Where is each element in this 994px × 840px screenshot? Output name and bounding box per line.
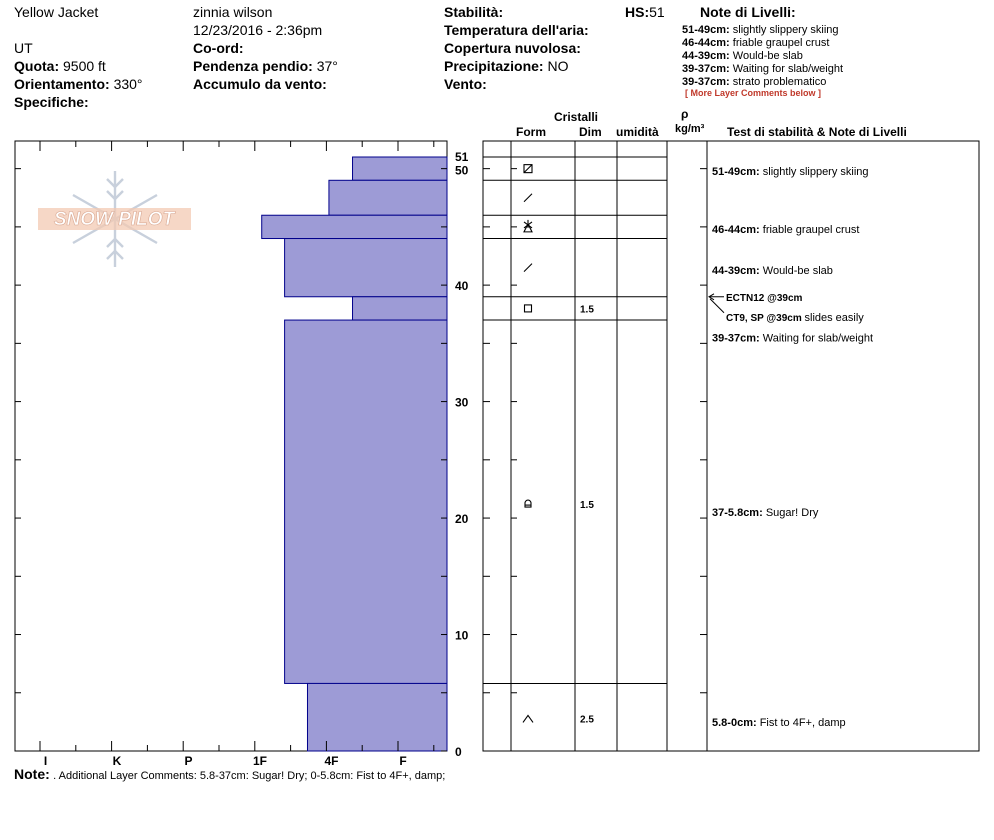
aspect-label: Orientamento: xyxy=(14,76,110,92)
layer-comment xyxy=(712,333,873,345)
layer-comment xyxy=(712,265,833,277)
layer-comment xyxy=(712,507,819,519)
cloud-label: Copertura nuvolosa: xyxy=(444,40,581,56)
stability-test-label xyxy=(726,312,864,324)
hardness-tick-label: I xyxy=(43,754,48,768)
layer-comment xyxy=(712,224,859,236)
layer-note-text: Would-be slab xyxy=(732,50,803,62)
note-text: . Additional Layer Comments: 5.8-37cm: Sugar! Dry; 0-5.8cm: Fist to 4F+, damp; xyxy=(53,770,446,782)
wind-label: Vento: xyxy=(444,76,487,92)
observer: zinnia wilson xyxy=(193,4,273,20)
location: Yellow Jacket xyxy=(14,4,99,20)
graupel-icon xyxy=(524,220,532,232)
facets-icon xyxy=(525,305,532,312)
note-label: Note: xyxy=(14,766,50,782)
snowpilot-watermark xyxy=(38,171,191,267)
wind-loading-label: Accumulo da vento: xyxy=(193,76,327,92)
dim-header: Dim xyxy=(579,125,602,139)
layer-comment-range: 44-39cm: xyxy=(712,264,763,277)
crystal-dim: 2.5 xyxy=(580,714,594,726)
hardness-tick-label: F xyxy=(399,754,407,768)
height-tick-label: 51 xyxy=(455,150,469,164)
test-pointer xyxy=(710,299,724,313)
slope-label: Pendenza pendio: xyxy=(193,58,313,74)
stability-notes-header: Test di stabilità & Note di Livelli xyxy=(727,125,907,139)
crystal-dim: 1.5 xyxy=(580,500,594,512)
hardness-tick-label: K xyxy=(112,754,122,768)
layer-comment-text: Would-be slab xyxy=(762,264,833,277)
density-unit-header: kg/m³ xyxy=(675,123,705,135)
crystal-dim: 1.5 xyxy=(580,304,594,316)
height-tick-label: 50 xyxy=(455,163,469,178)
air-temp-label: Temperatura dell'aria: xyxy=(444,22,589,38)
precip-value: NO xyxy=(547,58,569,74)
stability-test-label: ECTN12 @39cm xyxy=(726,292,803,304)
layer-comment-range: 5.8-0cm: xyxy=(712,716,760,729)
layer-comment-text: slightly slippery skiing xyxy=(762,165,869,178)
hs-value: 51 xyxy=(649,4,665,20)
stability-label: Stabilità: xyxy=(444,4,504,20)
layer-comment-text: Sugar! Dry xyxy=(765,507,819,520)
coord-label: Co-ord: xyxy=(193,40,244,56)
elevation-value: 9500 ft xyxy=(63,58,106,74)
layer-notes-title: Note di Livelli: xyxy=(700,4,796,20)
state: UT xyxy=(14,40,33,56)
height-tick-label: 0 xyxy=(455,745,462,759)
hs-label: HS: xyxy=(625,4,650,20)
layer-comment-range: 46-44cm: xyxy=(712,224,763,237)
hardness-bar xyxy=(307,683,447,751)
layer-comment-range: 37-5.8cm: xyxy=(712,507,766,520)
elevation-label: Quota: xyxy=(14,58,60,74)
datetime: 12/23/2016 - 2:36pm xyxy=(193,22,323,38)
hardness-bar xyxy=(262,215,447,238)
height-tick-label: 40 xyxy=(455,279,469,294)
more-comments-link[interactable]: [ More Layer Comments below ] xyxy=(685,88,822,98)
decomposing-icon xyxy=(524,264,532,272)
height-tick-label: 10 xyxy=(455,628,469,643)
decomposing-icon xyxy=(524,194,532,202)
specifics-label: Specifiche: xyxy=(14,94,89,110)
layer-comment-text: Waiting for slab/weight xyxy=(762,332,874,345)
layer-comment-text: Fist to 4F+, damp xyxy=(759,716,846,729)
layer-note-range: 44-39cm: xyxy=(682,50,730,62)
hardness-bar xyxy=(353,157,447,180)
hardness-bar xyxy=(329,180,447,215)
hardness-tick-label: 4F xyxy=(324,754,339,768)
watermark-text: SNOW PILOT xyxy=(53,209,175,230)
stability-test-extra: slides easily xyxy=(804,311,864,324)
form-header: Form xyxy=(516,125,546,139)
moisture-header: umidità xyxy=(616,125,659,139)
layer-note-range: 51-49cm: xyxy=(682,24,730,36)
precip-label: Precipitazione: xyxy=(444,58,544,74)
layer-note-text: Waiting for slab/weight xyxy=(732,63,844,75)
rho-header: ρ xyxy=(681,107,689,121)
melt-freeze-icon xyxy=(524,165,532,173)
depth-hoar-icon xyxy=(523,715,533,722)
hardness-tick-label: 1F xyxy=(252,754,268,768)
layer-note-range: 39-37cm: xyxy=(682,76,730,88)
hardness-bar xyxy=(285,239,447,297)
layer-note-text: slightly slippery skiing xyxy=(732,24,839,36)
aspect-value: 330° xyxy=(113,76,143,92)
slope-value: 37° xyxy=(316,58,338,74)
layer-note-text: friable graupel crust xyxy=(732,37,830,49)
layer-comment-text: friable graupel crust xyxy=(762,224,860,237)
hardness-bars xyxy=(262,157,447,751)
hardness-tick-label: P xyxy=(184,754,193,768)
hardness-bar xyxy=(353,297,447,320)
depth-hoar-rounding-icon xyxy=(525,500,531,507)
layer-comment-range: 51-49cm: xyxy=(712,165,763,178)
height-tick-label: 30 xyxy=(455,395,469,410)
stability-test-code: CT9, SP @39cm xyxy=(726,312,805,324)
crystals-header: Cristalli xyxy=(554,110,599,124)
layer-comment xyxy=(712,166,869,178)
layer-note-text: strato problematico xyxy=(732,76,827,88)
layer-comment xyxy=(712,717,846,729)
layer-comments xyxy=(709,166,873,729)
hardness-bar xyxy=(285,320,447,683)
height-tick-label: 20 xyxy=(455,512,469,527)
layer-note-range: 46-44cm: xyxy=(682,37,730,49)
layer-comment-range: 39-37cm: xyxy=(712,332,763,345)
layer-note-range: 39-37cm: xyxy=(682,63,730,75)
